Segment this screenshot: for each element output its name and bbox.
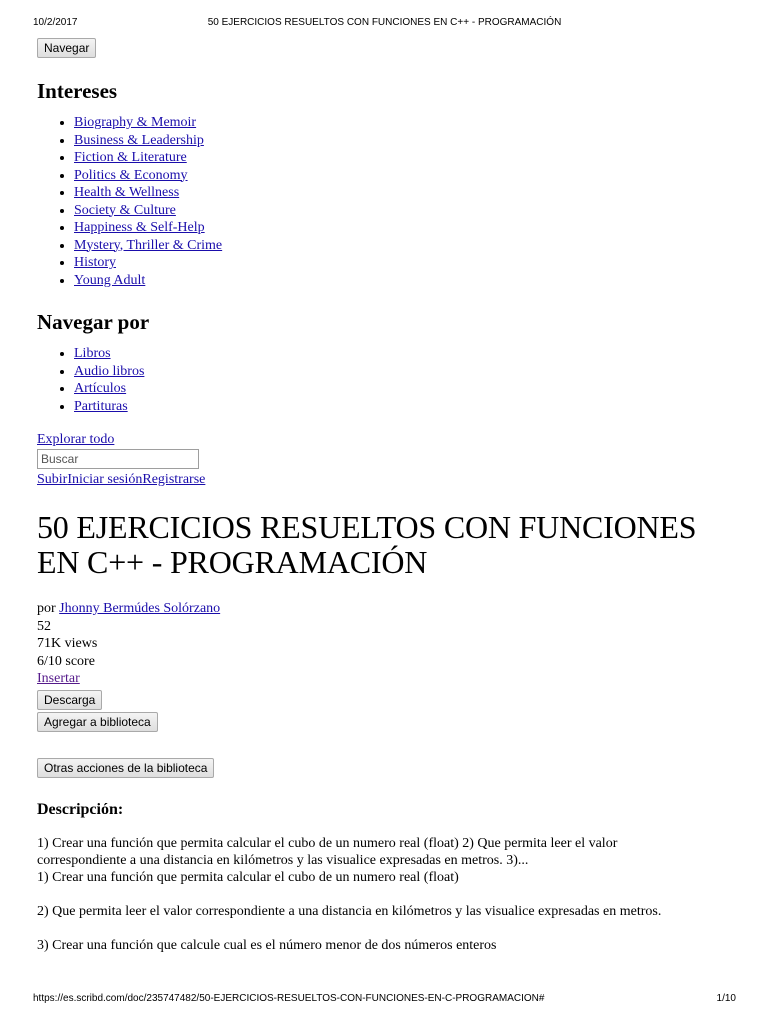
list-item: [74, 272, 717, 290]
interest-link[interactable]: Young Adult: [74, 272, 146, 288]
document-meta: [37, 600, 717, 688]
description-paragraph-1: 1) Crear una función que permita calcular el cubo de un numero real (float): [37, 869, 459, 885]
browse-link-audio-libros[interactable]: Audio libros: [74, 363, 145, 379]
rating-count: 52: [37, 618, 51, 634]
explore-all-link[interactable]: Explorar todo: [37, 432, 115, 447]
browse-heading: Navegar por: [37, 310, 150, 334]
library-row: [37, 712, 717, 732]
interest-link[interactable]: Politics & Economy: [74, 167, 188, 183]
more-library-actions-button[interactable]: Otras acciones de la biblioteca: [37, 758, 214, 778]
list-item: [74, 114, 717, 132]
interest-link[interactable]: Biography & Memoir: [74, 115, 197, 130]
author-link[interactable]: Jhonny Bermúdes Solórzano: [59, 601, 221, 616]
interest-link[interactable]: Mystery, Thriller & Crime: [74, 237, 223, 253]
print-header: [33, 17, 736, 31]
list-item: [74, 149, 717, 167]
author-line: [37, 600, 717, 618]
browse-link-articulos[interactable]: Artículos: [74, 381, 127, 396]
description-paragraph-3: 3) Crear una función que calcule cual es el número menor de dos números enteros: [37, 937, 497, 953]
interest-link[interactable]: Society & Culture: [74, 202, 176, 218]
score-value: 6/10 score: [37, 653, 95, 669]
auth-links: [37, 471, 717, 488]
upload-link[interactable]: Subir: [37, 472, 68, 487]
download-row: [37, 690, 717, 710]
views-count: 71K views: [37, 636, 98, 651]
interest-link[interactable]: Health & Wellness: [74, 185, 180, 200]
browse-link-partituras[interactable]: Partituras: [74, 398, 128, 414]
interests-heading: Intereses: [37, 79, 118, 103]
list-item: [74, 363, 717, 381]
list-item: [74, 184, 717, 202]
list-item: [74, 345, 717, 363]
document-title: 50 EJERCICIOS RESUELTOS CON FUNCIONES EN C++ - PROGRAMACIÓN: [37, 509, 697, 580]
add-to-library-button[interactable]: Agregar a biblioteca: [37, 712, 158, 732]
by-label: por: [37, 601, 56, 616]
browse-list: [37, 345, 717, 415]
description-summary: 1) Crear una función que permita calcular el cubo de un numero real (float) 2) Que permita leer el valor correspondiente a una distancia en kilómetros y las visualice expresadas en metros. 3)...: [37, 835, 618, 868]
list-item: [74, 219, 717, 237]
explore-section: [37, 431, 717, 448]
print-page-number: 1/10: [716, 993, 736, 1004]
print-url: https://es.scribd.com/doc/235747482/50-EJERCICIOS-RESUELTOS-CON-FUNCIONES-EN-C-PROGRAMACION#: [33, 993, 545, 1004]
search-input[interactable]: [37, 449, 199, 469]
list-item: [74, 167, 717, 185]
description-paragraph-2: 2) Que permita leer el valor correspondiente a una distancia en kilómetros y las visualice expresadas en metros.: [37, 903, 662, 919]
interest-link[interactable]: Happiness & Self-Help: [74, 220, 205, 235]
list-item: [74, 380, 717, 398]
download-button[interactable]: Descarga: [37, 690, 102, 710]
list-item: [74, 254, 717, 272]
interest-link[interactable]: Business & Leadership: [74, 132, 204, 148]
interest-link[interactable]: Fiction & Literature: [74, 150, 187, 165]
description-heading: Descripción:: [37, 800, 124, 818]
embed-link[interactable]: Insertar: [37, 671, 80, 686]
login-link[interactable]: Iniciar sesión: [67, 472, 143, 487]
browse-link-libros[interactable]: Libros: [74, 346, 111, 361]
print-title: 50 EJERCICIOS RESUELTOS CON FUNCIONES EN C++ - PROGRAMACIÓN: [207, 17, 562, 28]
list-item: [74, 398, 717, 416]
print-footer: [33, 993, 736, 1007]
interests-list: [37, 114, 717, 289]
list-item: [74, 132, 717, 150]
page-content: [37, 37, 717, 954]
register-link[interactable]: Registrarse: [142, 472, 206, 487]
list-item: [74, 202, 717, 220]
interest-link[interactable]: History: [74, 255, 116, 270]
navegar-button[interactable]: Navegar: [37, 38, 96, 58]
list-item: [74, 237, 717, 255]
embed-line: [37, 670, 717, 688]
more-actions-row: [37, 758, 717, 778]
print-date: 10/2/2017: [33, 17, 78, 28]
